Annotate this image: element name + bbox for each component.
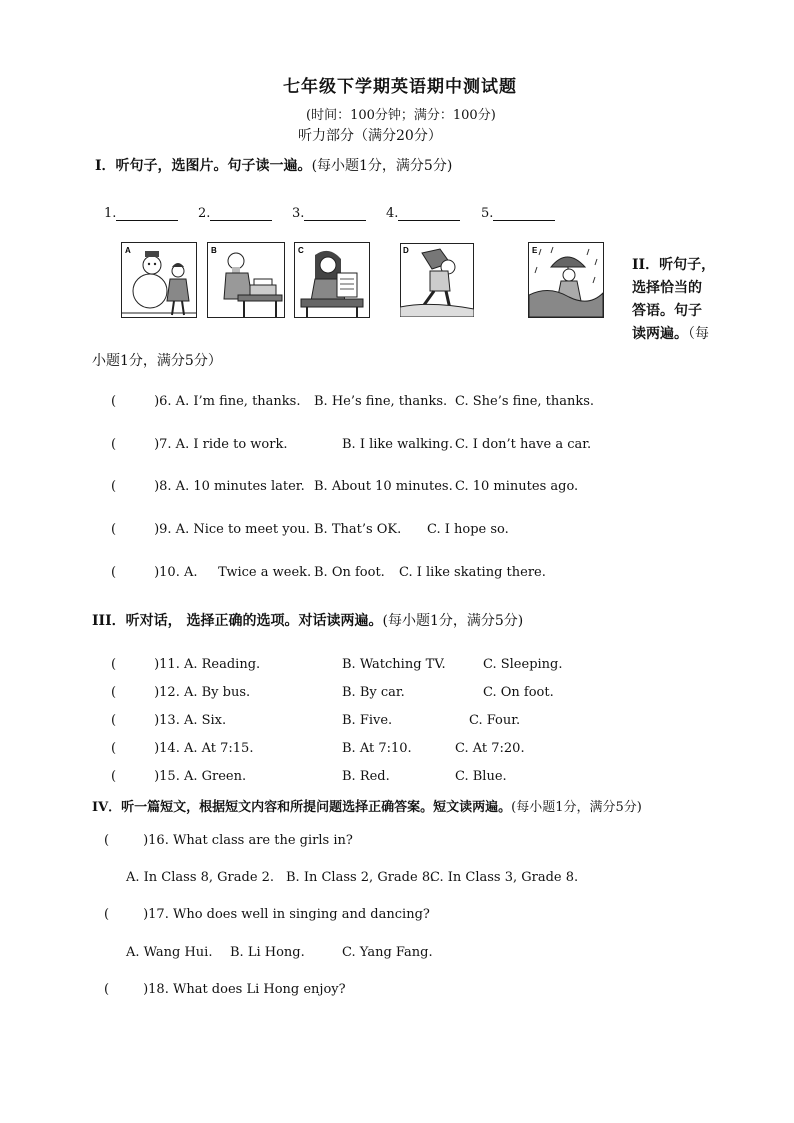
snowman-girl-icon	[122, 243, 196, 317]
section1-heading	[95, 155, 452, 175]
answer-blank-4[interactable]	[386, 206, 460, 221]
question-10-option-b: B. On foot.	[314, 565, 385, 580]
answer-blank-1[interactable]	[104, 206, 178, 221]
section3-heading	[92, 610, 523, 630]
question-14	[111, 741, 253, 756]
option-a: )11. A. Reading.	[154, 657, 261, 672]
question-15-option-c: C. Blue.	[455, 769, 507, 784]
boy-carrying-box-icon	[400, 243, 474, 317]
option-a: )6. A. I’m fine, thanks.	[154, 394, 301, 409]
section2-heading	[632, 254, 715, 346]
section4-heading	[92, 796, 642, 815]
section2-heading-line: 读两遍。	[632, 326, 688, 342]
section4-heading-text: IV．听一篇短文，根据短文内容和所提问题选择正确答案。短文读两遍。	[92, 800, 512, 815]
section3-score-note: (每小题1分，满分5分)	[382, 613, 524, 629]
option-a: )9. A. Nice to meet you.	[154, 522, 310, 537]
question-6	[111, 394, 300, 409]
answer-blank-label: 3.	[292, 206, 305, 221]
section2-score-note: 小题1分，满分5分）	[92, 353, 222, 369]
girl-umbrella-rain-icon	[529, 243, 603, 317]
answer-paren[interactable]: (	[104, 907, 110, 922]
question-9-option-c: C. I hope so.	[427, 522, 509, 537]
question-11-option-c: C. Sleeping.	[483, 657, 563, 672]
section2-score-note-start: （每	[688, 326, 709, 342]
answer-blank-label: 2.	[198, 206, 211, 221]
answer-blank-2[interactable]	[198, 206, 272, 221]
answer-paren[interactable]: (	[104, 833, 110, 848]
option-a: )15. A. Green.	[154, 769, 247, 784]
answer-blank-label: 5.	[481, 206, 494, 221]
answer-blank-5[interactable]	[481, 206, 555, 221]
question-text: )17. Who does well in singing and dancing?	[143, 907, 430, 922]
answer-blank-label: 4.	[386, 206, 399, 221]
question-8-option-c: C. 10 minutes ago.	[455, 479, 579, 494]
page-title: 七年级下学期英语期中测试题	[283, 77, 517, 97]
question-8	[111, 479, 305, 494]
picture-letter: E	[532, 246, 538, 255]
section2-heading-line: II．听句子，	[632, 257, 716, 273]
answer-paren[interactable]: (	[111, 394, 117, 409]
question-7	[111, 437, 288, 452]
answer-paren[interactable]: (	[111, 685, 117, 700]
listening-section-header: 听力部分（满分20分）	[298, 128, 442, 144]
option-a: )7. A. I ride to work.	[154, 437, 288, 452]
picture-a-snowman	[121, 242, 197, 318]
answer-paren[interactable]: (	[111, 565, 117, 580]
question-text: )18. What does Li Hong enjoy?	[143, 982, 346, 997]
answer-paren[interactable]: (	[111, 769, 117, 784]
answer-blank-3[interactable]	[292, 206, 366, 221]
question-12-option-c: C. On foot.	[483, 685, 554, 700]
question-13	[111, 713, 226, 728]
question-16-stem	[104, 833, 353, 848]
answer-paren[interactable]: (	[111, 713, 117, 728]
question-17-option-a: A. Wang Hui.	[126, 945, 213, 960]
option-a: )8. A. 10 minutes later.	[154, 479, 305, 494]
man-typing-icon	[208, 243, 284, 317]
answer-paren[interactable]: (	[111, 522, 117, 537]
question-15	[111, 769, 246, 784]
section1-heading-text: I．听句子，选图片。句子读一遍。	[95, 158, 312, 174]
question-13-option-c: C. Four.	[469, 713, 521, 728]
question-6-option-b: B. He’s fine, thanks.	[314, 394, 448, 409]
question-11-option-b: B. Watching TV.	[342, 657, 446, 672]
picture-letter: D	[403, 246, 409, 255]
question-14-option-c: C. At 7:20.	[455, 741, 525, 756]
question-10-option-c: C. I like skating there.	[399, 565, 546, 580]
question-17-option-c: C. Yang Fang.	[342, 945, 433, 960]
question-9	[111, 522, 310, 537]
question-18-stem	[104, 982, 346, 997]
section3-heading-text: III．听对话， 选择正确的选项。对话读两遍。	[92, 613, 383, 629]
section4-score-note: (每小题1分，满分5分)	[511, 800, 642, 815]
question-6-option-c: C. She’s fine, thanks.	[455, 394, 595, 409]
question-text: )16. What class are the girls in?	[143, 833, 353, 848]
answer-blank-label: 1.	[104, 206, 117, 221]
answer-paren[interactable]: (	[111, 657, 117, 672]
question-12	[111, 685, 250, 700]
question-14-option-b: B. At 7:10.	[342, 741, 412, 756]
option-a: )14. A. At 7:15.	[154, 741, 254, 756]
picture-letter: B	[211, 246, 217, 255]
picture-c-woman-reading	[294, 242, 370, 318]
question-9-option-b: B. That’s OK.	[314, 522, 402, 537]
picture-d-boy-carrying-box	[399, 242, 475, 318]
question-17-stem	[104, 907, 430, 922]
answer-paren[interactable]: (	[111, 479, 117, 494]
section2-heading-line: 答语。句子	[632, 303, 702, 319]
option-a: )12. A. By bus.	[154, 685, 251, 700]
answer-paren[interactable]: (	[104, 982, 110, 997]
picture-letter: A	[125, 246, 131, 255]
question-11	[111, 657, 260, 672]
answer-paren[interactable]: (	[111, 741, 117, 756]
question-8-option-b: B. About 10 minutes.	[314, 479, 453, 494]
woman-reading-icon	[295, 243, 369, 317]
picture-e-girl-umbrella	[528, 242, 604, 318]
picture-b-man-typing	[207, 242, 285, 318]
question-13-option-b: B. Five.	[342, 713, 393, 728]
question-17-option-b: B. Li Hong.	[230, 945, 305, 960]
question-16-option-a: A. In Class 8, Grade 2.	[126, 870, 275, 885]
picture-letter: C	[298, 246, 304, 255]
question-15-option-b: B. Red.	[342, 769, 390, 784]
option-a: )13. A. Six.	[154, 713, 227, 728]
option-a: )10. A. Twice a week.	[154, 565, 312, 580]
exam-time-info: (时间：100分钟；满分：100分)	[306, 108, 496, 123]
section2-heading-line: 选择恰当的	[632, 280, 702, 296]
question-12-option-b: B. By car.	[342, 685, 405, 700]
question-7-option-b: B. I like walking.	[342, 437, 454, 452]
question-10	[111, 565, 311, 580]
answer-paren[interactable]: (	[111, 437, 117, 452]
section1-score-note: (每小题1分，满分5分)	[311, 158, 453, 174]
question-16-option-b: B. In Class 2, Grade 8.	[286, 870, 435, 885]
question-16-option-c: C. In Class 3, Grade 8.	[430, 870, 579, 885]
question-7-option-c: C. I don’t have a car.	[455, 437, 592, 452]
